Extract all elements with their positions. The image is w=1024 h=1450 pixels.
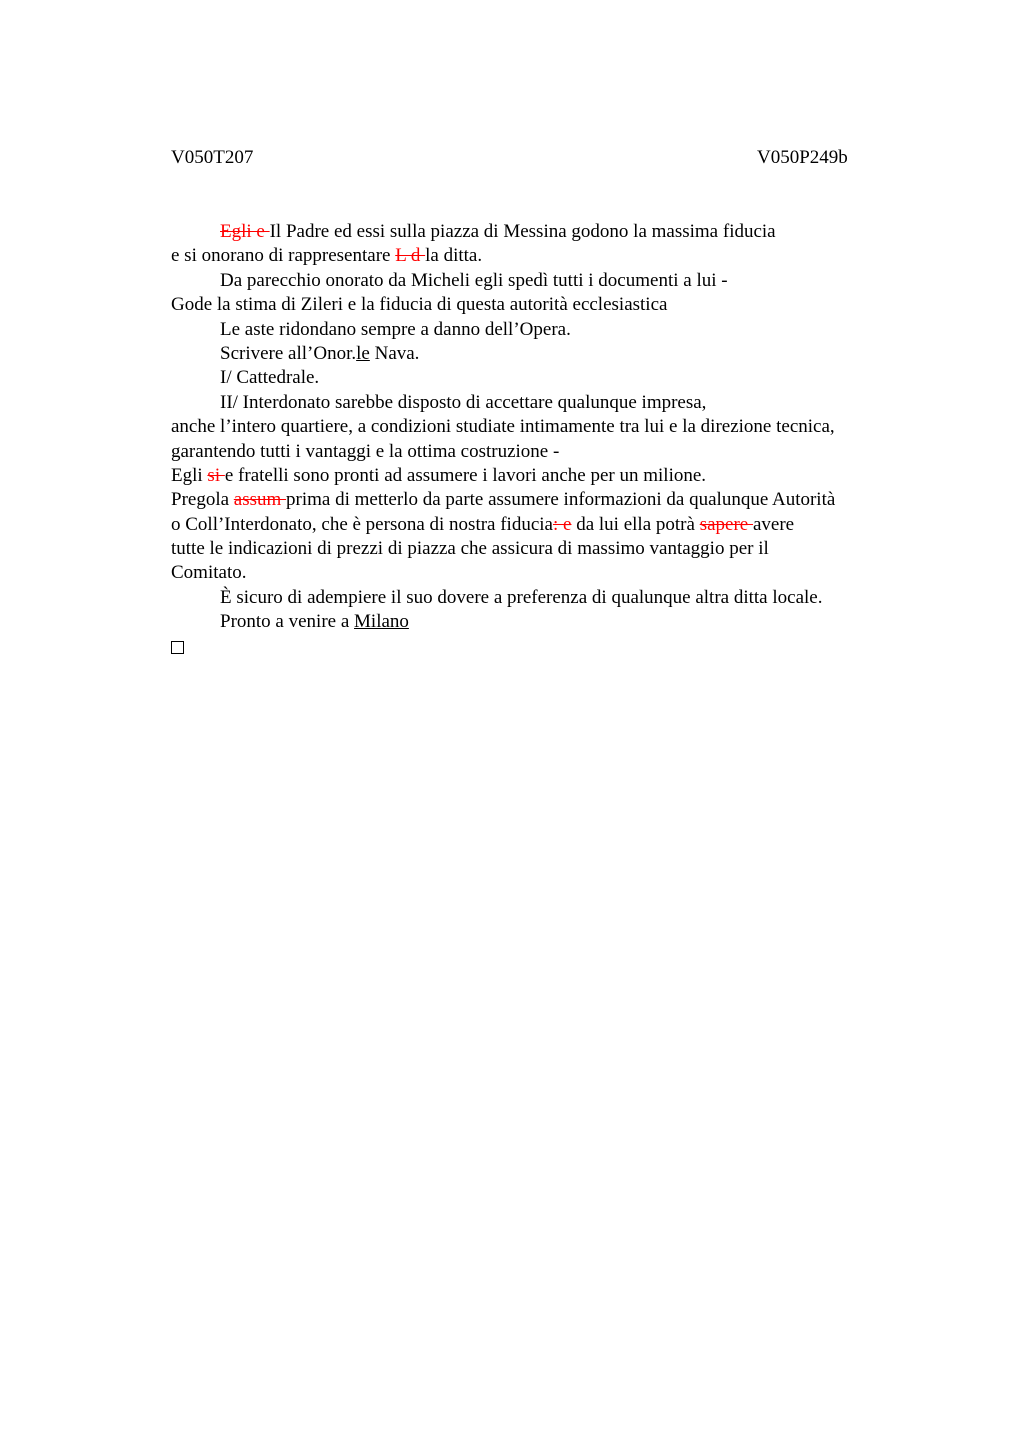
end-marker xyxy=(171,635,931,659)
line-text: avere xyxy=(752,513,795,535)
text-line-10: garantendo tutti i vantaggi e la ottima costruzione - xyxy=(171,440,560,462)
line-text: la ditta. xyxy=(425,245,483,267)
deleted-text: L d xyxy=(395,245,426,267)
text-line-13 xyxy=(171,513,931,537)
line-text: Pregola xyxy=(171,489,234,511)
deleted-text: assum xyxy=(233,489,287,511)
deleted-text: : e xyxy=(553,513,572,535)
text-line-7: I/ Cattedrale. xyxy=(220,367,320,389)
deleted-text: sapere xyxy=(699,513,753,535)
text-line-2 xyxy=(171,244,931,268)
line-text: prima di metterlo da parte assumere informazioni da qualunque Autorità xyxy=(286,489,836,511)
line-text: Egli xyxy=(171,464,208,486)
text-line-9: anche l’intero quartiere, a condizioni studiate intimamente tra lui e la direzione tecnica, xyxy=(171,416,835,438)
text-line-17 xyxy=(171,610,931,634)
deleted-text: Egli e xyxy=(220,221,270,242)
text-line-15: Comitato. xyxy=(171,562,247,584)
checkbox-square-icon xyxy=(171,641,184,654)
line-text: da lui ella potrà xyxy=(571,513,700,535)
text-line-16: È sicuro di adempiere il suo dovere a preferenza di qualunque altra ditta locale. xyxy=(220,586,823,608)
line-text: e fratelli sono pronti ad assumere i lavori anche per un milione. xyxy=(224,464,707,486)
underlined-text: Milano xyxy=(354,611,409,633)
text-line-8: II/ Interdonato sarebbe disposto di accettare qualunque impresa, xyxy=(220,391,707,413)
line-text: o Coll’Interdonato, che è persona di nostra fiducia xyxy=(171,513,553,535)
text-line-1 xyxy=(171,220,931,244)
line-text: Il Padre ed essi sulla piazza di Messina godono la massima fiducia xyxy=(269,221,776,242)
transcription-body xyxy=(171,220,931,659)
text-line-4: Gode la stima di Zileri e la fiducia di questa autorità ecclesiastica xyxy=(171,294,668,316)
deleted-text: si xyxy=(207,464,225,486)
underlined-text: le xyxy=(356,342,370,364)
document-code-right: V050P249b xyxy=(757,147,848,168)
line-text: Scrivere all’Onor. xyxy=(220,342,357,364)
text-line-11 xyxy=(171,464,931,488)
text-line-14: tutte le indicazioni di prezzi di piazza che assicura di massimo vantaggio per il xyxy=(171,538,769,560)
line-text: Nava. xyxy=(369,342,420,364)
line-text: e si onorano di rappresentare xyxy=(171,245,396,267)
text-line-3: Da parecchio onorato da Micheli egli spedì tutti i documenti a lui - xyxy=(220,269,728,291)
document-code-left: V050T207 xyxy=(171,147,254,168)
text-line-5: Le aste ridondano sempre a danno dell’Opera. xyxy=(220,318,571,340)
line-text: Pronto a venire a xyxy=(220,611,355,633)
text-line-6 xyxy=(171,342,931,366)
text-line-12 xyxy=(171,488,931,512)
